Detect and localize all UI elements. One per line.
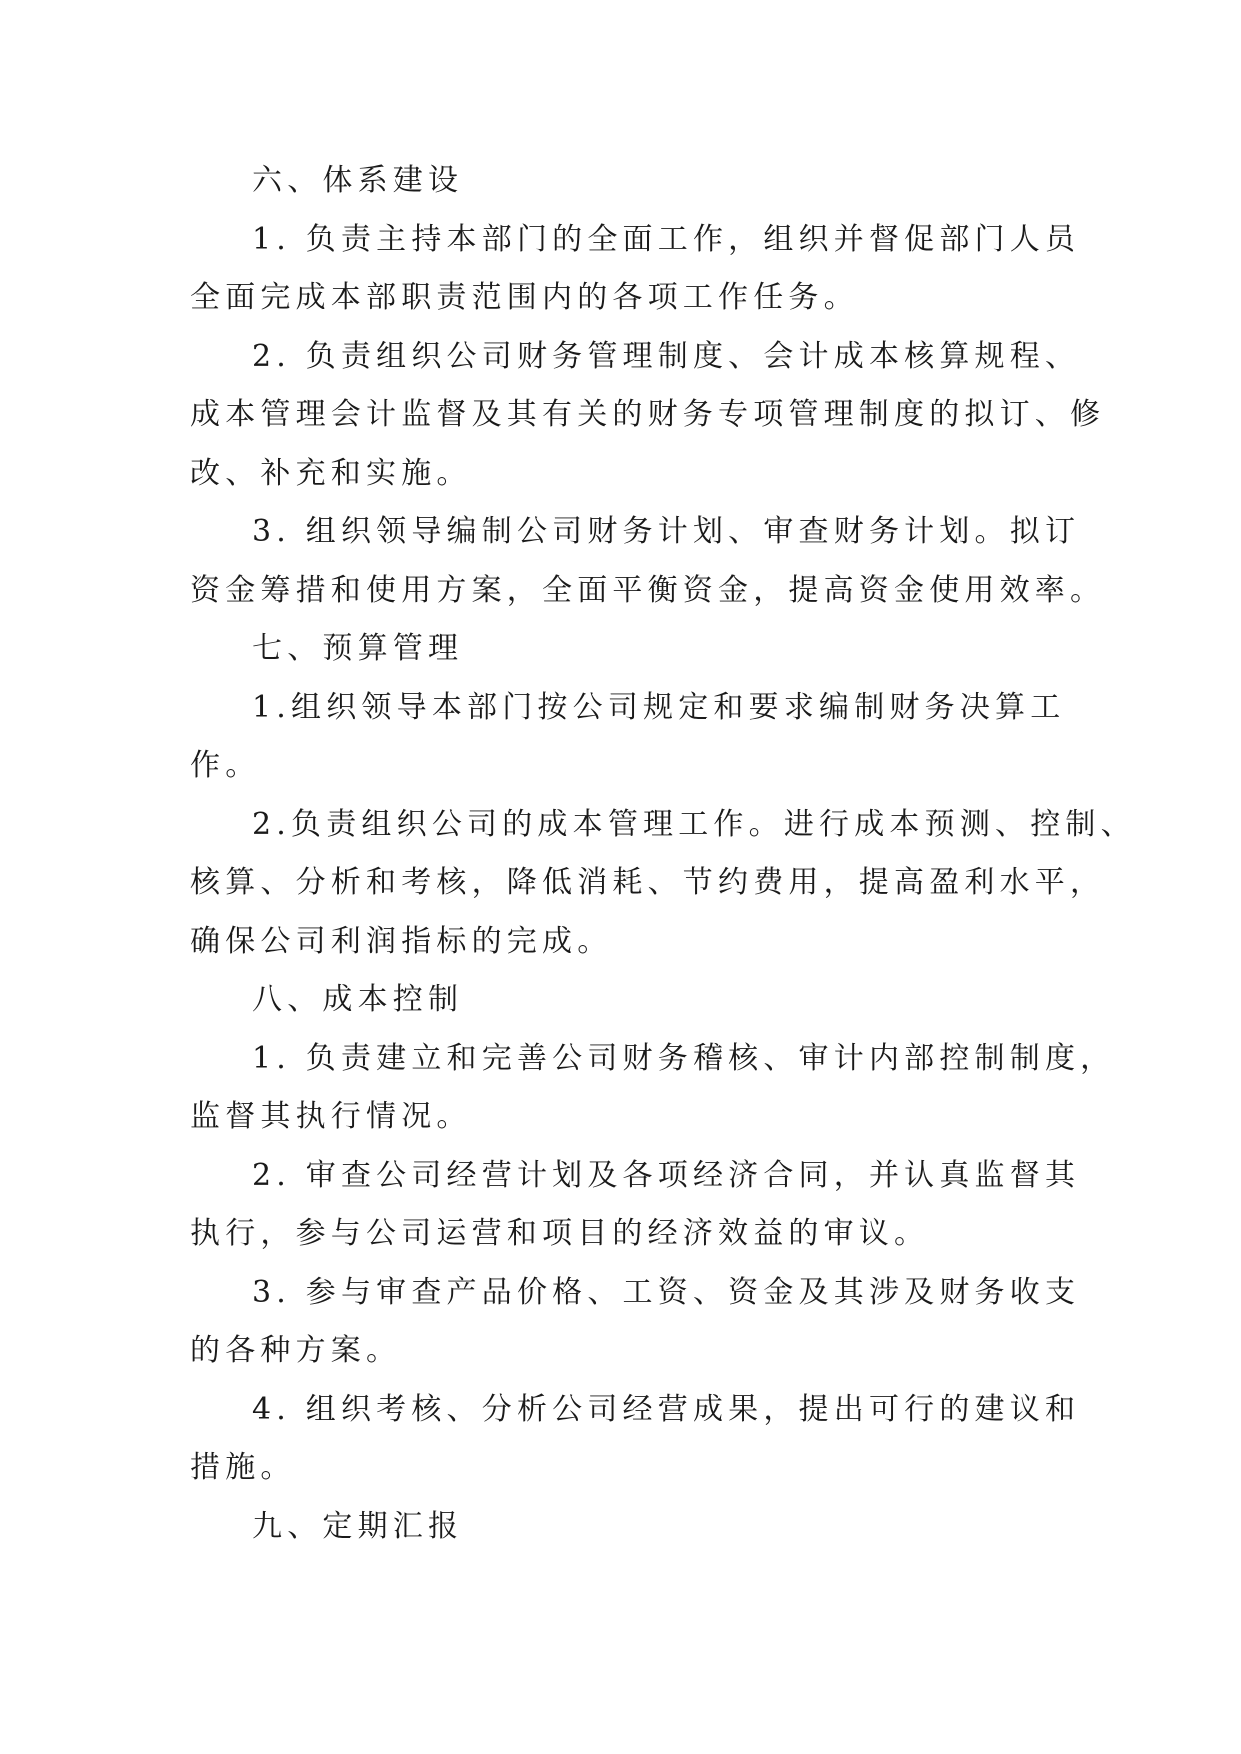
section-heading: 六、体系建设 xyxy=(252,163,464,198)
paragraph-line: 3. 参与审查产品价格、工资、资金及其涉及财务收支 xyxy=(252,1274,1081,1310)
paragraph-line: 2.负责组织公司的成本管理工作。进行成本预测、控制、 xyxy=(252,806,1136,842)
paragraph-line: 的各种方案。 xyxy=(190,1333,402,1368)
section-heading: 八、成本控制 xyxy=(252,982,464,1017)
section-heading: 九、定期汇报 xyxy=(252,1508,464,1544)
paragraph-line: 1. 负责建立和完善公司财务稽核、审计内部控制制度， xyxy=(252,1040,1116,1076)
paragraph-line: 改、补充和实施。 xyxy=(190,455,472,491)
paragraph-line: 资金筹措和使用方案，全面平衡资金，提高资金使用效率。 xyxy=(190,572,1106,608)
paragraph-line: 2. 审查公司经营计划及各项经济合同，并认真监督其 xyxy=(252,1157,1081,1193)
paragraph-line: 全面完成本部职责范围内的各项工作任务。 xyxy=(190,280,859,315)
paragraph-line: 作。 xyxy=(190,748,261,783)
paragraph-line: 成本管理会计监督及其有关的财务专项管理制度的拟订、修 xyxy=(190,397,1106,432)
paragraph-line: 4. 组织考核、分析公司经营成果，提出可行的建议和 xyxy=(252,1391,1081,1427)
paragraph-line: 执行，参与公司运营和项目的经济效益的审议。 xyxy=(190,1216,930,1251)
paragraph-line: 3. 组织领导编制公司财务计划、审查财务计划。拟订 xyxy=(252,514,1081,549)
paragraph-line: 确保公司利润指标的完成。 xyxy=(190,923,613,959)
paragraph-line: 2. 负责组织公司财务管理制度、会计成本核算规程、 xyxy=(252,338,1081,374)
paragraph-line: 监督其执行情况。 xyxy=(190,1099,472,1134)
section-heading: 七、预算管理 xyxy=(252,631,464,666)
paragraph-line: 核算、分析和考核，降低消耗、节约费用，提高盈利水平， xyxy=(190,865,1106,900)
document-body xyxy=(190,152,1136,1556)
paragraph-line: 措施。 xyxy=(190,1450,296,1485)
paragraph-line: 1. 负责主持本部门的全面工作，组织并督促部门人员 xyxy=(252,221,1081,257)
paragraph-line: 1.组织领导本部门按公司规定和要求编制财务决算工 xyxy=(252,689,1066,725)
